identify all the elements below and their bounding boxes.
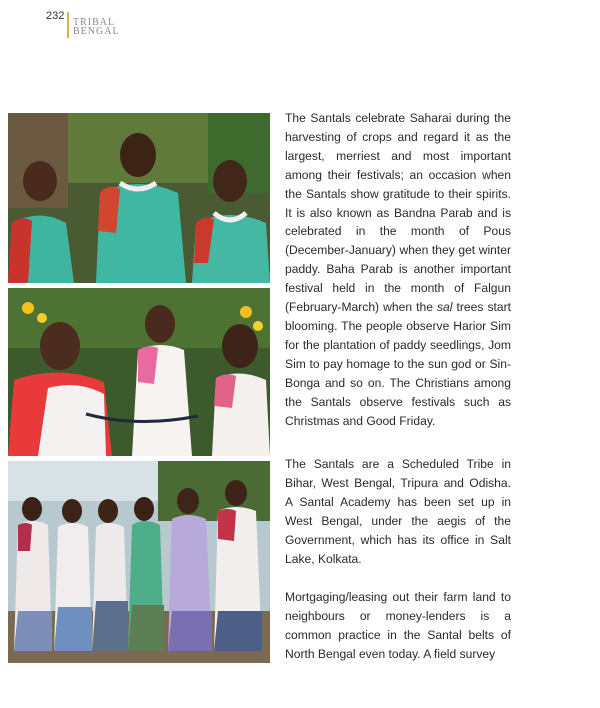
santal-girls-with-flowers-photo <box>8 288 270 456</box>
paragraph1-text-a: The Santals celebrate Saharai during the harvesting of crops and regard it as the largest, merriest and most important among their festivals; an occasion when the Santals show gratitude to their spirits. It is also known as Bandna Parab and is celebrated in the month of Pous (December-January) when they get winter paddy. Baha Parab is another important festival held in the month of Falgun (February-March) when the <box>285 111 511 315</box>
three-santal-women-photo <box>8 113 270 283</box>
body-paragraph-mortgaging: Mortgaging/leasing out their farm land to neighbours or money-lenders is a common practice in the Santal belts of North Bengal even today. A field survey <box>285 590 511 661</box>
book-title-line2: BENGAL <box>73 26 120 37</box>
book-title <box>73 18 120 36</box>
header-divider <box>67 12 69 38</box>
paragraph1-italic-sal: sal <box>436 300 453 315</box>
paragraph1-text-b: trees start blooming. The people observe Harior Sim for the plantation of paddy seedlings, Jom Sim to pay homage to the sun god or Sin-Bonga and so on. The Christians among the Santals observe festivals such as Christmas and Good Friday. <box>285 300 511 428</box>
body-paragraph-scheduled-tribe: The Santals are a Scheduled Tribe in Bihar, West Bengal, Tripura and Odisha. A Santal Academy has been set up in West Bengal, under the aegis of the Government, which has its office in Salt Lake, Kolkata. <box>285 457 511 566</box>
book-title-line1: TRIBAL <box>73 17 116 28</box>
body-paragraph-festivals <box>285 109 511 430</box>
page-number: 232 <box>46 10 65 22</box>
santal-women-group-photo <box>8 461 270 663</box>
